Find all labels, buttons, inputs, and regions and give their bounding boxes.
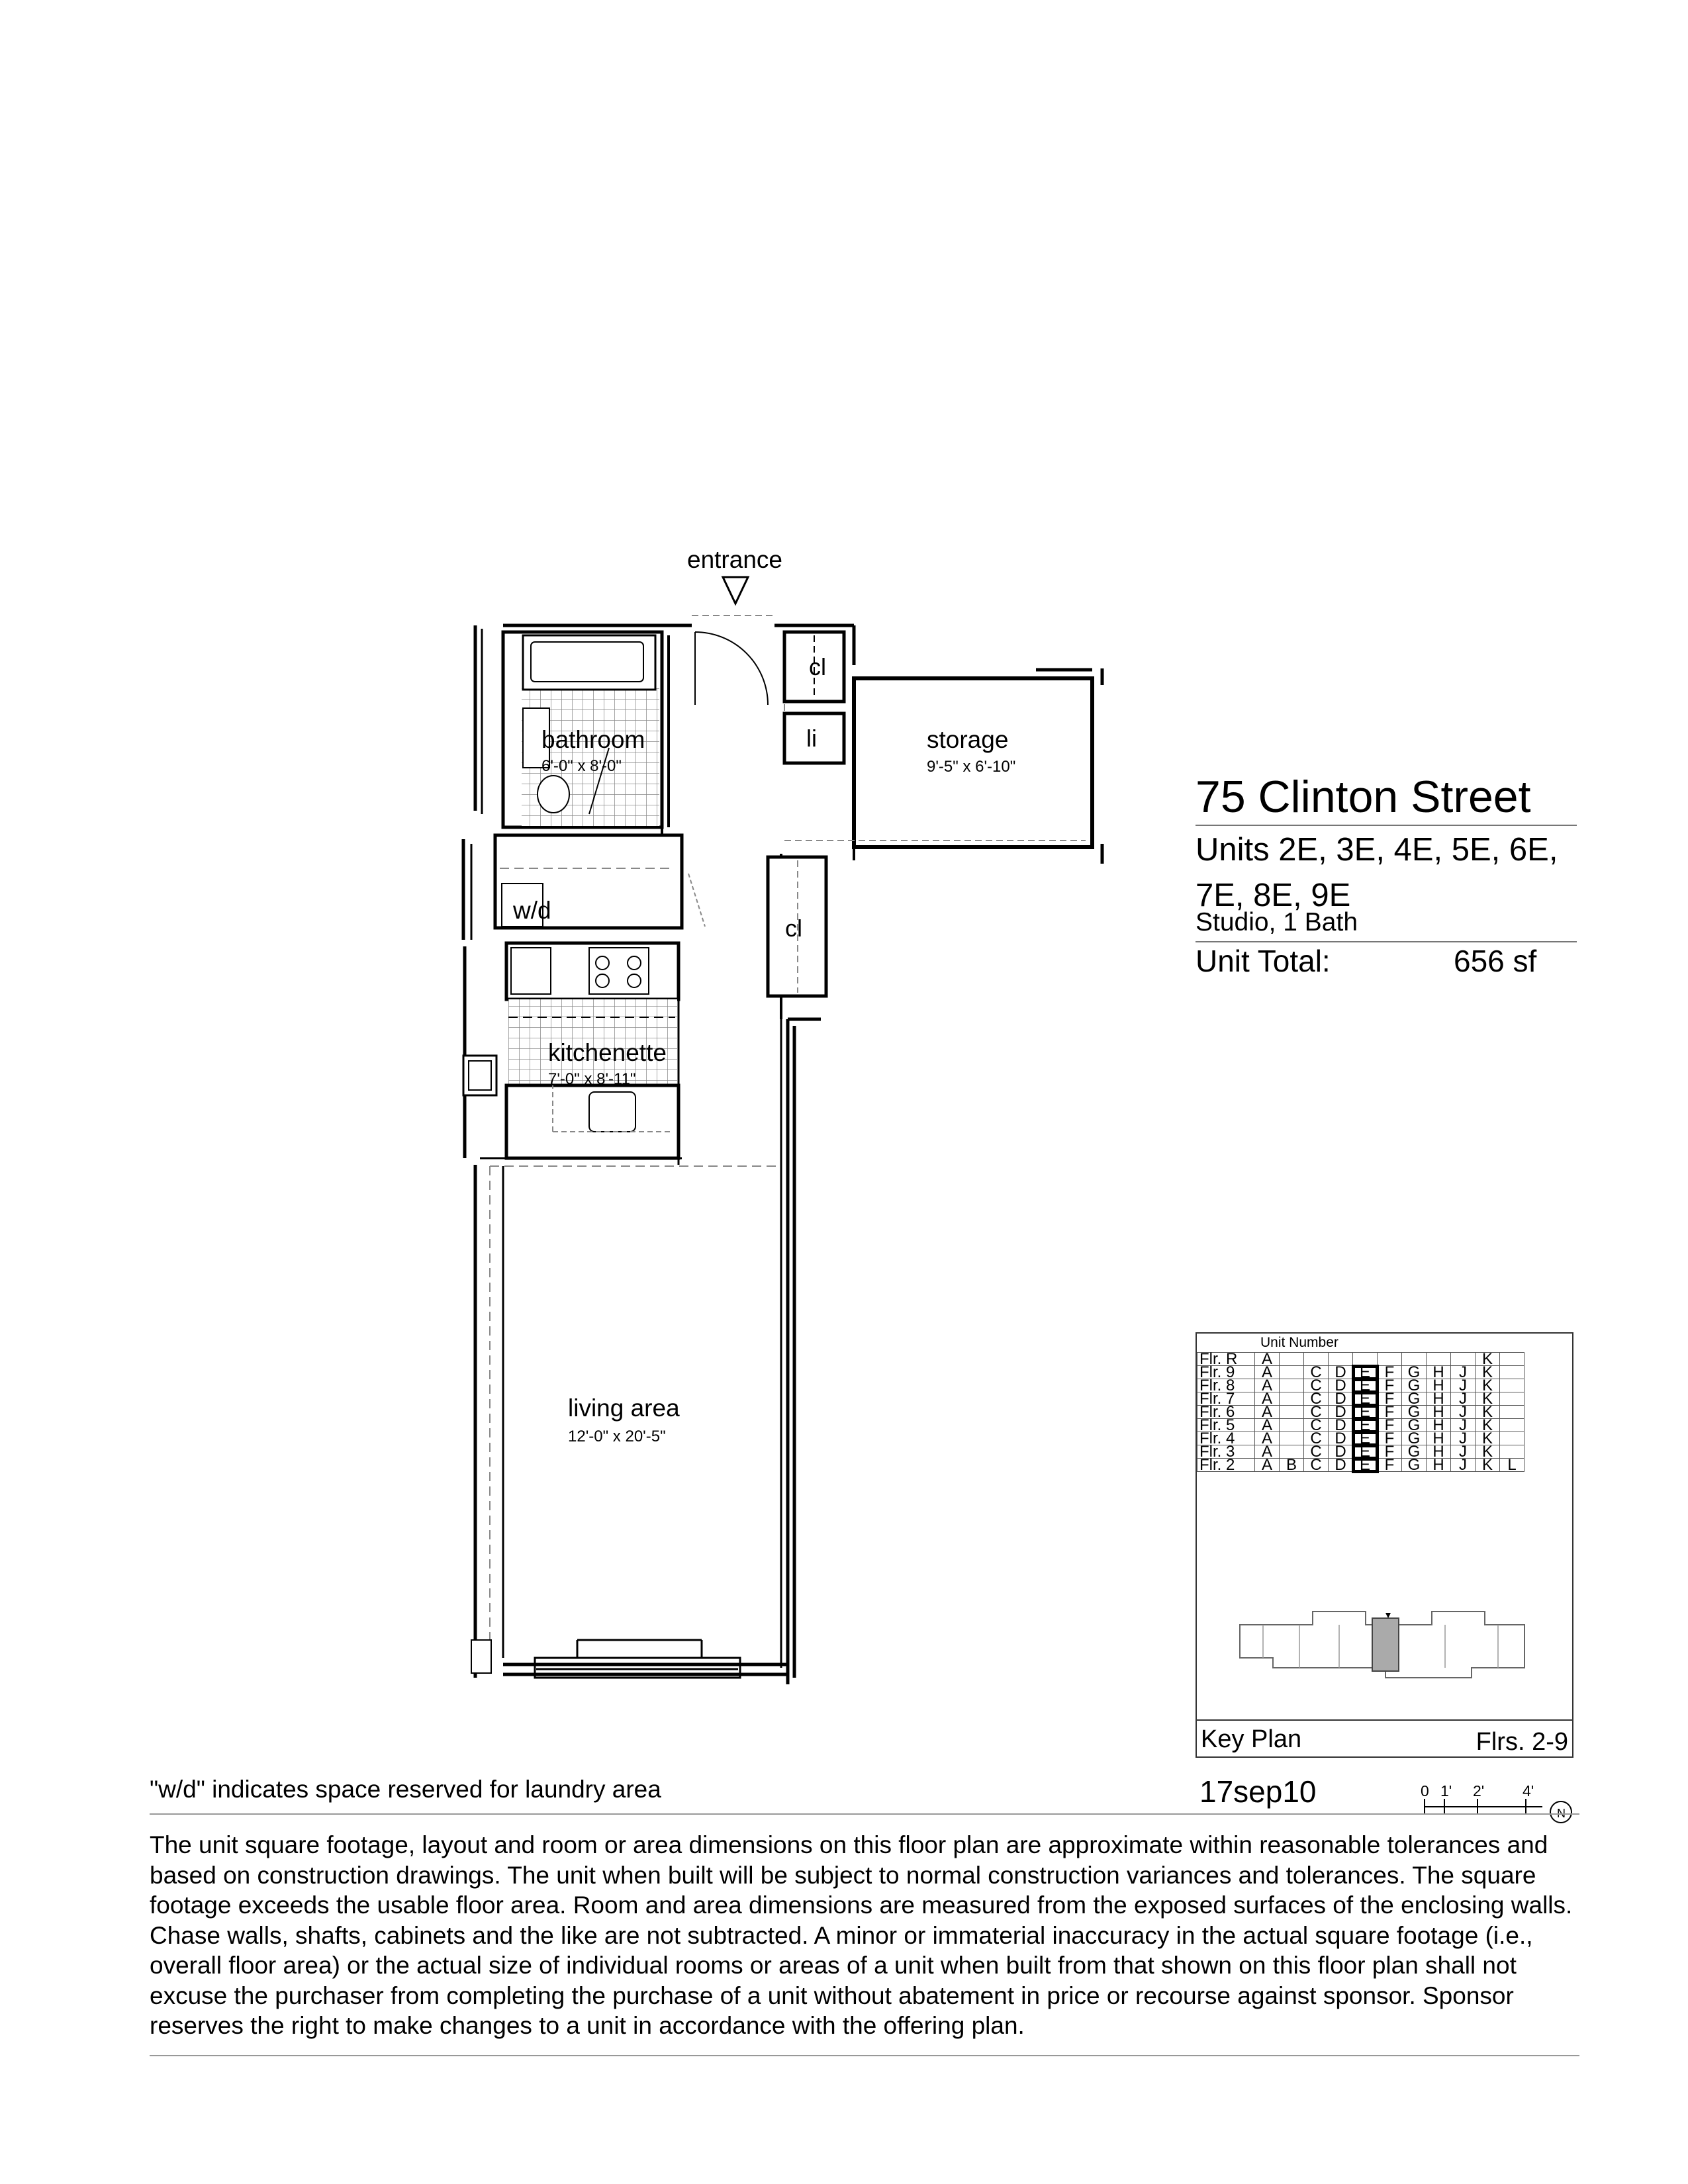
unit-table-row [1197,1459,1524,1472]
floor-label: Flr. 6 [1197,1406,1255,1419]
entrance-label: entrance [687,546,782,573]
unit-cell [1500,1419,1524,1432]
unit-cell: K [1476,1379,1500,1392]
unit-total-label: Unit Total: [1196,944,1331,978]
unit-cell: H [1427,1459,1451,1472]
unit-cell: K [1476,1353,1500,1366]
unit-number-header: Unit Number [1260,1335,1338,1350]
unit-cell: C [1304,1459,1329,1472]
unit-cell: F [1378,1392,1402,1406]
unit-cell: J [1451,1432,1476,1445]
key-plan [1196,1332,1573,1758]
unit-cell [1280,1353,1304,1366]
unit-cell: A [1255,1406,1280,1419]
building-footprint-diagram [1233,1605,1538,1684]
laundry-note: "w/d" indicates space reserved for laundry area [150,1776,661,1803]
unit-cell: J [1451,1419,1476,1432]
washer-dryer-label: w/d [513,897,551,924]
unit-cell [1500,1392,1524,1406]
unit-cell: K [1476,1445,1500,1459]
unit-cell [1280,1392,1304,1406]
unit-cell: K [1476,1459,1500,1472]
unit-cell: F [1378,1445,1402,1459]
unit-cell [1280,1379,1304,1392]
unit-cell: H [1427,1406,1451,1419]
room-name-living: living area [568,1394,680,1422]
unit-cell: K [1476,1419,1500,1432]
room-dims-bathroom: 6'-0" x 8'-0" [541,757,622,775]
building-title: 75 Clinton Street [1196,772,1531,822]
unit-cell: H [1427,1419,1451,1432]
room-dims-kitchenette: 7'-0" x 8'-11" [548,1070,636,1088]
key-plan-divider [1197,1719,1572,1721]
floor-label: Flr. 4 [1197,1432,1255,1445]
unit-cell: J [1451,1392,1476,1406]
unit-cell: A [1255,1419,1280,1432]
unit-cell: G [1402,1379,1427,1392]
room-name-storage: storage [927,726,1009,753]
room-dims-storage: 9'-5" x 6'-10" [927,758,1016,776]
unit-cell: C [1304,1392,1329,1406]
unit-cell: D [1329,1432,1353,1445]
key-plan-label: Key Plan [1201,1725,1302,1753]
closet-label-top: cl [809,653,826,680]
unit-cell: B [1280,1459,1304,1472]
highlighted-unit-area [1372,1618,1399,1671]
room-dims-living: 12'-0" x 20'-5" [568,1428,666,1445]
unit-cell: A [1255,1432,1280,1445]
unit-cell [1500,1406,1524,1419]
unit-cell: A [1255,1459,1280,1472]
unit-cell: H [1427,1392,1451,1406]
unit-cell: F [1378,1379,1402,1392]
unit-cell [1500,1366,1524,1379]
unit-cell: G [1402,1445,1427,1459]
floor-label: Flr. 2 [1197,1459,1255,1472]
unit-cell: K [1476,1432,1500,1445]
unit-cell: H [1427,1445,1451,1459]
unit-cell: F [1378,1459,1402,1472]
unit-cell: E [1353,1366,1378,1379]
floor-label: Flr. 9 [1197,1366,1255,1379]
unit-cell: J [1451,1379,1476,1392]
floor-label: Flr. 5 [1197,1419,1255,1432]
plan-date: 17sep10 [1199,1774,1317,1809]
disclaimer-text: The unit square footage, layout and room or area dimensions on this floor plan are approximate within reasonable tolerances and based on construction drawings. The unit when built will be subject to normal construction variances and tolerances. The square footage exceeds the usable floor area. Room and area dimensions are measured from the exposed surfaces of the enclosing walls. Chase walls, shafts, cabinets and the like are not subtracted. A minor or immaterial inaccuracy in the actual square footage (i.e., overall floor area) or the actual size of individual rooms or areas of a unit when built from that shown on this floor plan shall not excuse the purchaser from completing the purchase of a unit without abatement in price or recourse against sponsor. Sponsor reserves the right to make changes to a unit in accordance with the offering plan. [150,1831,1573,2039]
key-plan-floors: Flrs. 2-9 [1476,1728,1568,1756]
floor-label: Flr. 8 [1197,1379,1255,1392]
floor-label: Flr. 7 [1197,1392,1255,1406]
unit-cell: G [1402,1459,1427,1472]
unit-cell: K [1476,1406,1500,1419]
unit-cell: G [1402,1366,1427,1379]
unit-cell: K [1476,1392,1500,1406]
unit-cell: D [1329,1366,1353,1379]
disclaimer-bottom-rule [150,2055,1579,2056]
unit-cell: E [1353,1419,1378,1432]
disclaimer-top-rule [150,1813,1579,1815]
scale-bar [1421,1782,1571,1823]
entrance-arrow-icon [723,577,748,604]
unit-list: Units 2E, 3E, 4E, 5E, 6E, 7E, 8E, 9E [1196,832,1558,913]
unit-cell: F [1378,1419,1402,1432]
unit-cell [1280,1419,1304,1432]
unit-type: Studio, 1 Bath [1196,908,1358,936]
scale-tick-label: 0 [1421,1782,1429,1799]
unit-cell: E [1353,1392,1378,1406]
unit-cell: A [1255,1353,1280,1366]
unit-cell: G [1402,1419,1427,1432]
unit-cell: E [1353,1459,1378,1472]
unit-cell: C [1304,1366,1329,1379]
unit-cell: D [1329,1379,1353,1392]
unit-cell: G [1402,1432,1427,1445]
unit-cell: E [1353,1432,1378,1445]
north-label: N [1557,1807,1566,1820]
unit-cell: J [1451,1445,1476,1459]
unit-cell: C [1304,1406,1329,1419]
unit-cell: D [1329,1419,1353,1432]
unit-table [1197,1349,1524,1474]
unit-cell: K [1476,1366,1500,1379]
toilet-icon [538,776,569,813]
unit-cell: D [1329,1406,1353,1419]
unit-cell: G [1402,1392,1427,1406]
scale-tick-label: 1' [1440,1782,1452,1799]
room-name-kitchenette: kitchenette [548,1039,667,1066]
unit-cell: C [1304,1379,1329,1392]
unit-cell [1280,1432,1304,1445]
unit-cell: F [1378,1366,1402,1379]
unit-cell: C [1304,1419,1329,1432]
closet-label-mid: cl [785,915,802,942]
unit-cell: J [1451,1366,1476,1379]
unit-cell: E [1353,1445,1378,1459]
unit-cell: H [1427,1432,1451,1445]
unit-cell: J [1451,1406,1476,1419]
room-name-bathroom: bathroom [541,726,645,753]
unit-cell [1500,1432,1524,1445]
unit-cell: H [1427,1379,1451,1392]
unit-cell: F [1378,1432,1402,1445]
unit-cell: F [1378,1406,1402,1419]
unit-cell: E [1353,1379,1378,1392]
unit-cell: G [1402,1406,1427,1419]
unit-cell: D [1329,1392,1353,1406]
unit-cell: E [1353,1406,1378,1419]
unit-cell: D [1329,1459,1353,1472]
unit-cell [1280,1406,1304,1419]
unit-cell: L [1500,1459,1524,1472]
unit-cell: A [1255,1379,1280,1392]
title-divider [1196,825,1577,826]
scale-tick-label: 2' [1473,1782,1485,1799]
linen-closet-label: li [806,725,817,752]
unit-cell: A [1255,1392,1280,1406]
floor-label: Flr. 3 [1197,1445,1255,1459]
unit-cell: J [1451,1459,1476,1472]
scale-tick-label: 4' [1523,1782,1534,1799]
unit-cell: D [1329,1445,1353,1459]
floor-label: Flr. R [1197,1353,1255,1366]
unit-cell: A [1255,1445,1280,1459]
unit-cell: H [1427,1366,1451,1379]
unit-cell: C [1304,1445,1329,1459]
unit-cell [1500,1353,1524,1366]
unit-cell [1280,1366,1304,1379]
unit-cell: C [1304,1432,1329,1445]
unit-cell: A [1255,1366,1280,1379]
unit-total-value: 656 sf [1454,944,1537,978]
info-divider [1196,941,1577,942]
unit-cell [1500,1379,1524,1392]
